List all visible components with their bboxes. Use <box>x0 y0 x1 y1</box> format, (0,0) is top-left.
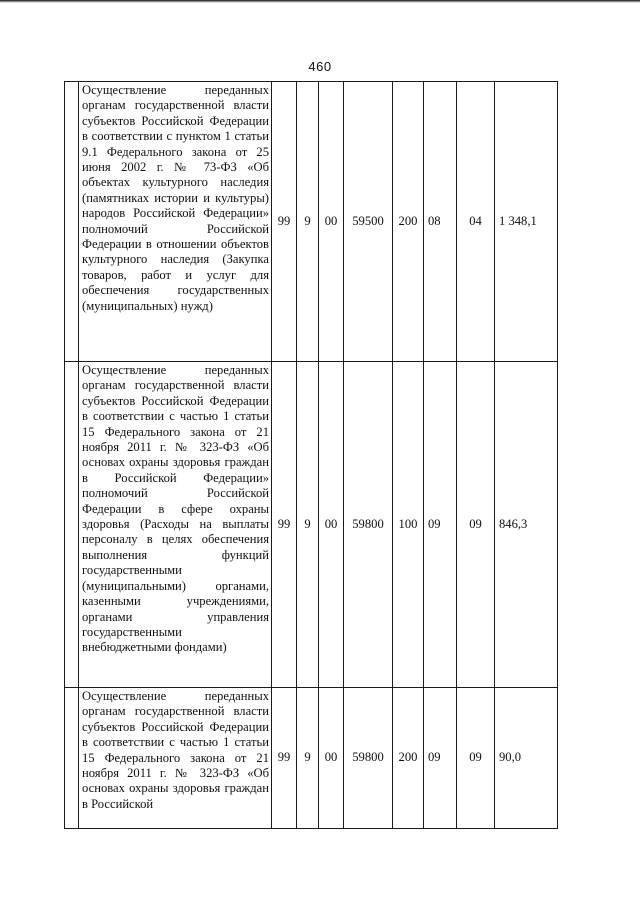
code-cell: 99 <box>272 82 297 362</box>
empty-cell <box>65 362 79 688</box>
scan-edge-line <box>0 0 640 3</box>
row-description: Осуществление переданных органам государственной власти субъектов Российской Федерации в соответствии с пунктом 1 статьи 9.1 Федерального закона от 25 июня 2002 г. № 73-ФЗ «Об объектах культурного наследия (памятниках истории и культуры) народов Российской Федерации» полномочий Российской Федерации в отношении объектов культурного наследия (Закупка товаров, работ и услуг для обеспечения государственных (муниципальных) нужд) <box>82 83 269 313</box>
code-cell: 00 <box>319 82 344 362</box>
code-cell: 59500 <box>344 82 393 362</box>
code-cell: 59800 <box>344 688 393 829</box>
row-description: Осуществление переданных органам государственной власти субъектов Российской Федерации в соответствии с частью 1 статьи 15 Федерального закона от 21 ноября 2011 г. № 323-ФЗ «Об основах охраны здоровья граждан в Российской Федерации» полномочий Российской Федерации в сфере охраны здоровья (Расходы на выплаты персоналу в целях обеспечения выполнения функций государственными (муниципальными) органами, казенными учреждениями, органами управления государственными внебюджетными фондами) <box>82 363 269 655</box>
code-cell: 200 <box>393 82 424 362</box>
amount-cell: 90,0 <box>495 688 558 829</box>
code-cell: 09 <box>457 688 495 829</box>
code-cell: 200 <box>393 688 424 829</box>
table-row <box>65 688 558 829</box>
code-cell: 04 <box>457 82 495 362</box>
budget-table <box>64 81 558 829</box>
amount-cell: 846,3 <box>495 362 558 688</box>
code-cell: 00 <box>319 688 344 829</box>
code-cell: 9 <box>297 688 319 829</box>
table-row <box>65 362 558 688</box>
code-cell: 08 <box>424 82 457 362</box>
code-cell: 9 <box>297 82 319 362</box>
description-cell <box>79 82 272 362</box>
amount-cell: 1 348,1 <box>495 82 558 362</box>
code-cell: 09 <box>424 688 457 829</box>
code-cell: 00 <box>319 362 344 688</box>
code-cell: 9 <box>297 362 319 688</box>
row-description: Осуществление переданных органам государственной власти субъектов Российской Федерации в соответствии с частью 1 статьи 15 Федерального закона от 21 ноября 2011 г. № 323-ФЗ «Об основах охраны здоровья граждан в Российской <box>82 689 269 811</box>
code-cell: 99 <box>272 362 297 688</box>
empty-cell <box>65 82 79 362</box>
code-cell: 100 <box>393 362 424 688</box>
code-cell: 09 <box>424 362 457 688</box>
page-number: 460 <box>308 59 332 74</box>
description-cell <box>79 362 272 688</box>
description-cell <box>79 688 272 829</box>
code-cell: 99 <box>272 688 297 829</box>
table-row <box>65 82 558 362</box>
empty-cell <box>65 688 79 829</box>
code-cell: 59800 <box>344 362 393 688</box>
code-cell: 09 <box>457 362 495 688</box>
